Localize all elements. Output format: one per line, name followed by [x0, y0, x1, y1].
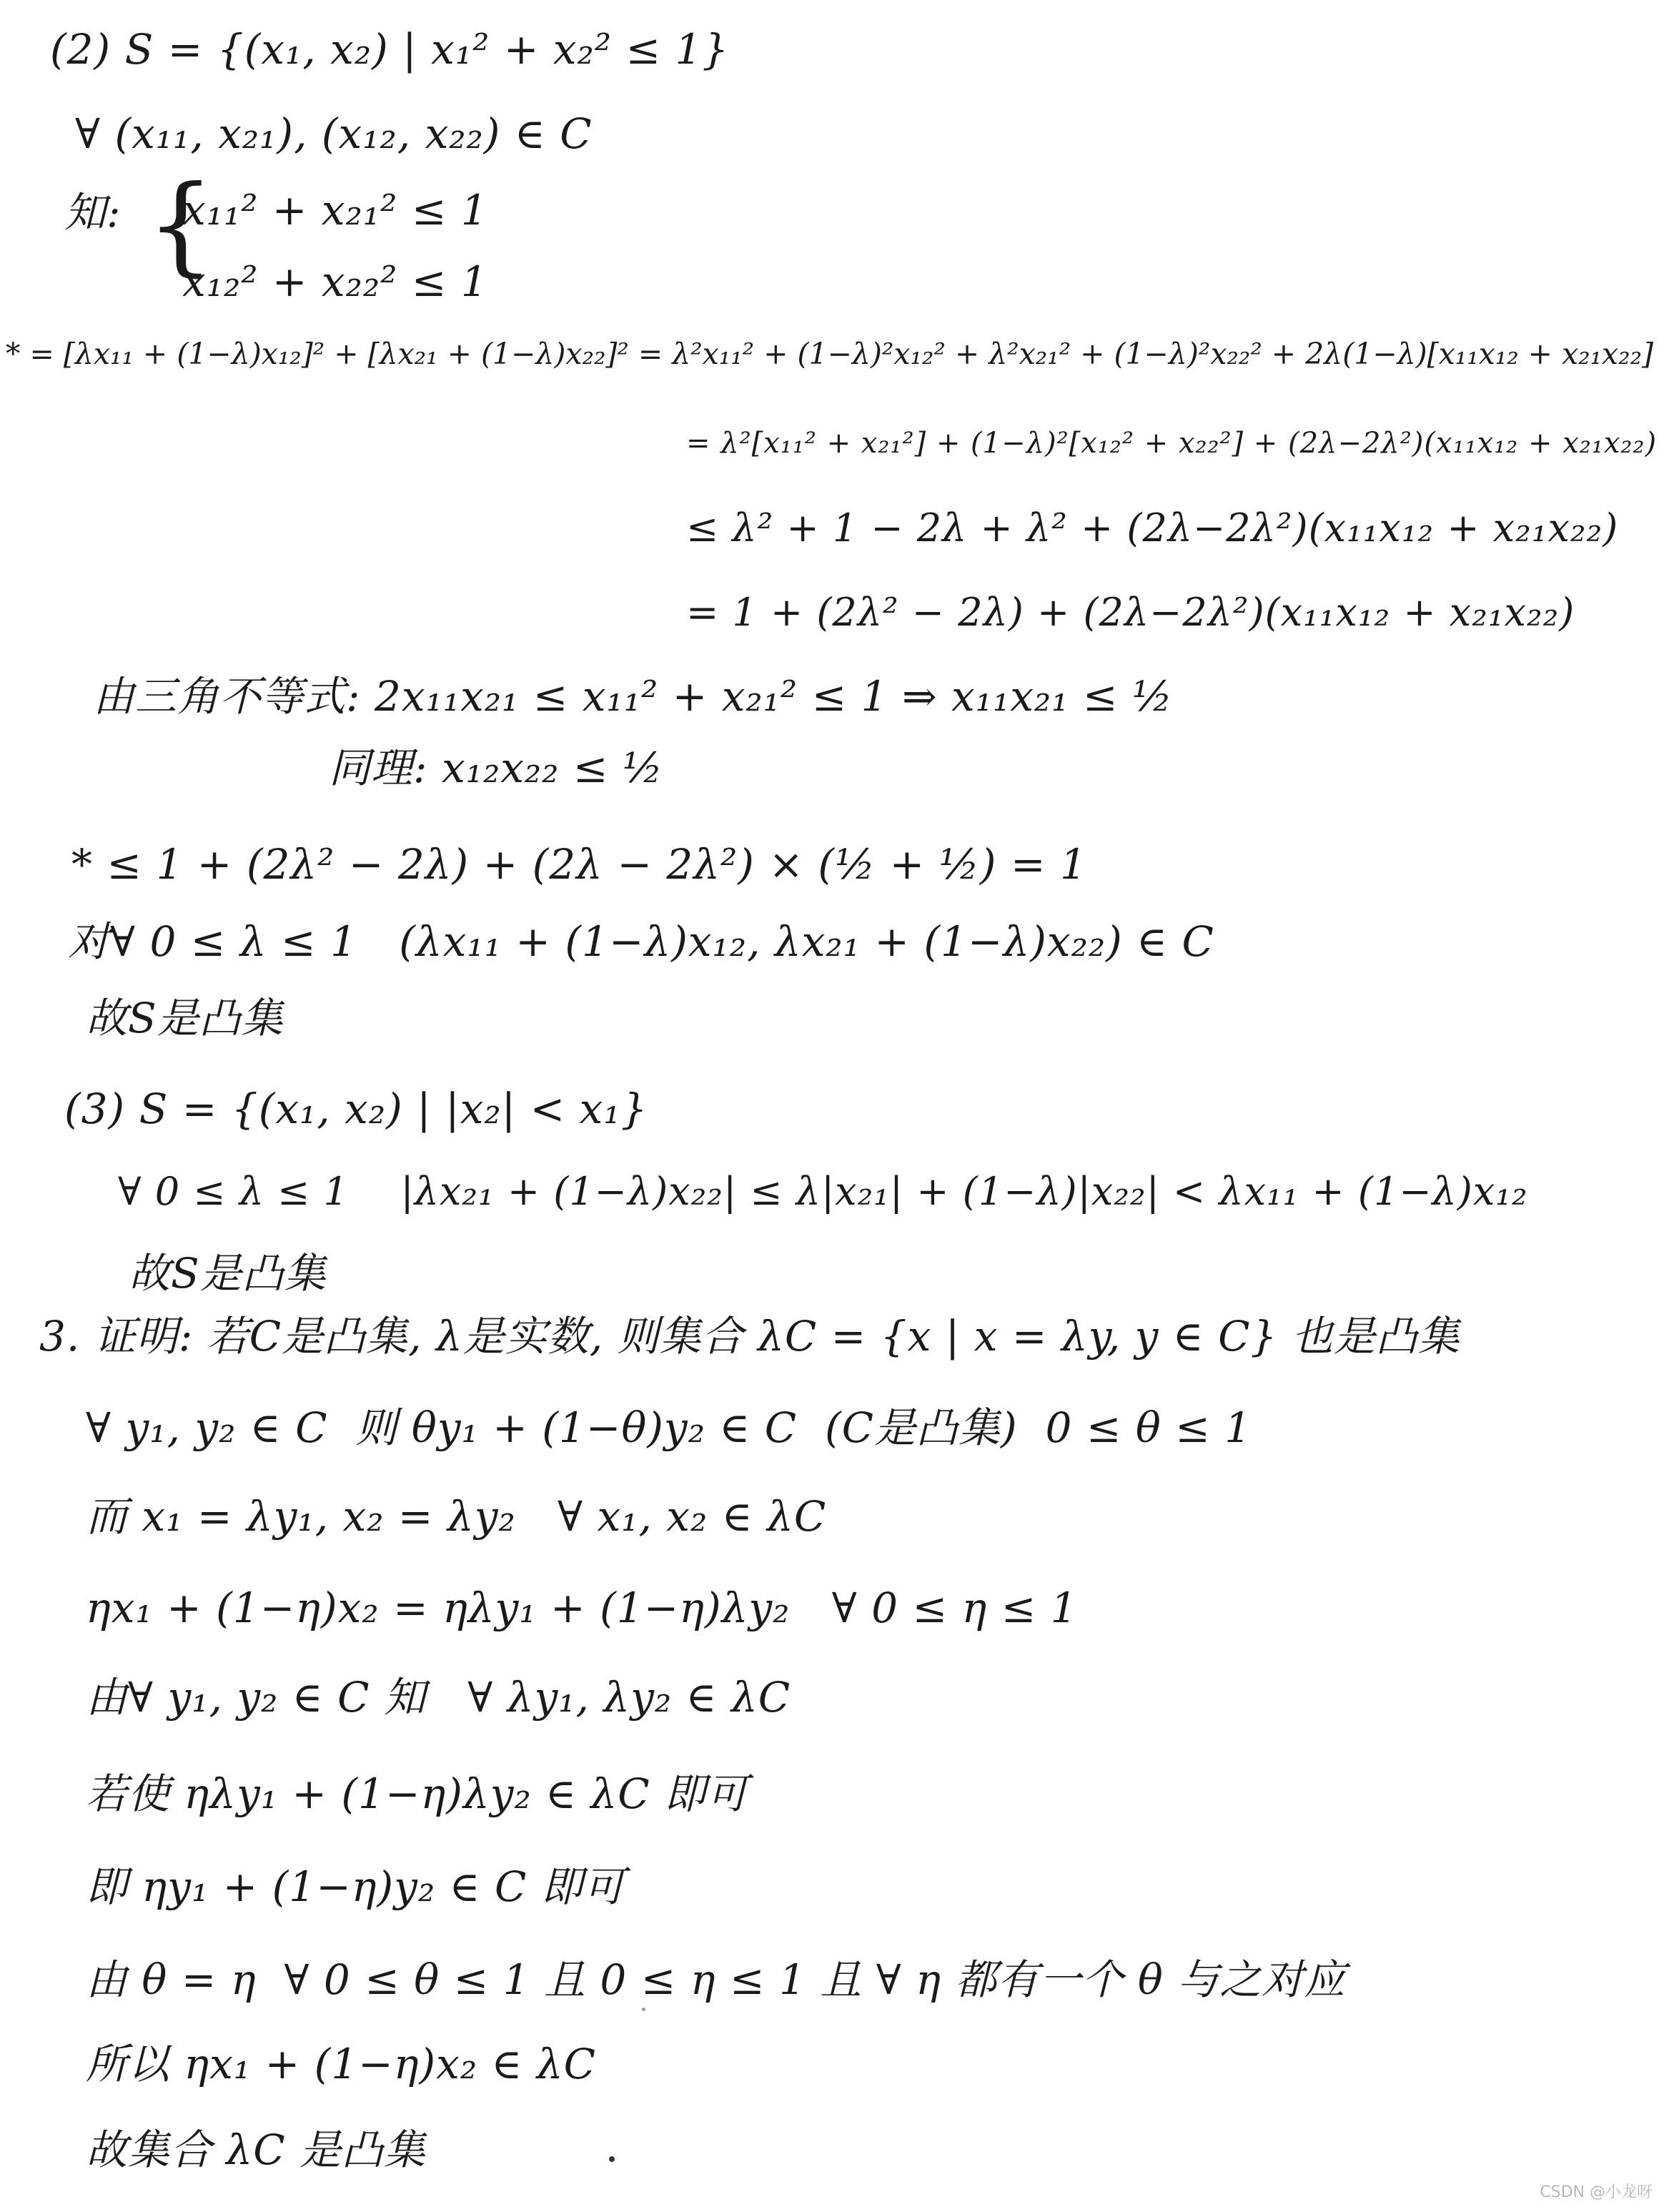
problem3-step8: 所以 ηx₁ + (1−η)x₂ ∈ λC [86, 2040, 597, 2088]
problem3-step4: 由∀ y₁, y₂ ∈ C 知 ∀ λy₁, λy₂ ∈ λC [86, 1673, 791, 1722]
pen-dot [642, 2008, 645, 2011]
problem3-step6: 即 ηy₁ + (1−η)y₂ ∈ C 即可 [86, 1862, 625, 1911]
part3-conclusion: 故S是凸集 [129, 1249, 327, 1298]
problem3-step3: ηx₁ + (1−η)x₂ = ηλy₁ + (1−η)λy₂ ∀ 0 ≤ η ≤ 1 [86, 1584, 1078, 1632]
problem3-step5: 若使 ηλy₁ + (1−η)λy₂ ∈ λC 即可 [86, 1769, 749, 1818]
part2-know-line1: x₁₁² + x₂₁² ≤ 1 [182, 186, 488, 234]
pen-dot [609, 2156, 615, 2162]
part2-conclusion: 故S是凸集 [86, 994, 284, 1042]
part2-for-all-lambda: 对∀ 0 ≤ λ ≤ 1 (λx₁₁ + (1−λ)x₁₂, λx₂₁ + (1−λ)x₂₂) ∈ C [68, 917, 1214, 966]
part2-expansion-line1: * = [λx₁₁ + (1−λ)x₁₂]² + [λx₂₁ + (1−λ)x₂₂]² = λ²x₁₁² + (1−λ)²x₁₂² + λ²x₂₁² + (1−λ)²x₂₂² + 2λ(1−λ)[x₁₁x₁₂ + x₂₁x₂₂] [6, 337, 1654, 371]
part2-triangle-inequality: 由三角不等式: 2x₁₁x₂₁ ≤ x₁₁² + x₂₁² ≤ 1 ⇒ x₁₁x₂₁ ≤ ½ [93, 672, 1174, 721]
problem3-conclusion: 故集合 λC 是凸集 [86, 2125, 427, 2174]
system-brace: { [147, 163, 215, 287]
part2-star-bound: * ≤ 1 + (2λ² − 2λ) + (2λ − 2λ²) × (½ + ½) = 1 [71, 840, 1087, 889]
problem3-step2: 而 x₁ = λy₁, x₂ = λy₂ ∀ x₁, x₂ ∈ λC [86, 1492, 827, 1541]
problem3-statement: 3. 证明: 若C是凸集, λ是实数, 则集合 λC = {x | x = λy, y ∈ C} 也是凸集 [39, 1312, 1460, 1361]
problem3-step1: ∀ y₁, y₂ ∈ C 则 θy₁ + (1−θ)y₂ ∈ C (C是凸集) 0 ≤ θ ≤ 1 [86, 1403, 1252, 1452]
part2-set-definition: (2) S = {(x₁, x₂) | x₁² + x₂² ≤ 1} [50, 25, 730, 74]
part3-set-definition: (3) S = {(x₁, x₂) | |x₂| < x₁} [64, 1085, 648, 1133]
part2-know-label: 知: [64, 188, 122, 237]
part2-forall-points: ∀ (x₁₁, x₂₁), (x₁₂, x₂₂) ∈ C [75, 109, 593, 158]
part2-similarly: 同理: x₁₂x₂₂ ≤ ½ [329, 744, 664, 792]
part2-expansion-line4: = 1 + (2λ² − 2λ) + (2λ−2λ²)(x₁₁x₁₂ + x₂₁x₂₂) [686, 590, 1575, 635]
part2-expansion-line2: = λ²[x₁₁² + x₂₁²] + (1−λ)²[x₁₂² + x₂₂²] + (2λ−2λ²)(x₁₁x₁₂ + x₂₁x₂₂) [686, 427, 1658, 460]
part2-expansion-line3: ≤ λ² + 1 − 2λ + λ² + (2λ−2λ²)(x₁₁x₁₂ + x₂₁x₂₂) [686, 505, 1619, 550]
part3-inequality: ∀ 0 ≤ λ ≤ 1 |λx₂₁ + (1−λ)x₂₂| ≤ λ|x₂₁| + (1−λ)|x₂₂| < λx₁₁ + (1−λ)x₁₂ [118, 1169, 1528, 1214]
problem3-step7: 由 θ = η ∀ 0 ≤ θ ≤ 1 且 0 ≤ η ≤ 1 且 ∀ η 都有一个 θ 与之对应 [86, 1955, 1347, 2004]
watermark: CSDN @小龙呀 [1540, 2183, 1653, 2201]
part2-know-line2: x₁₂² + x₂₂² ≤ 1 [182, 257, 488, 306]
